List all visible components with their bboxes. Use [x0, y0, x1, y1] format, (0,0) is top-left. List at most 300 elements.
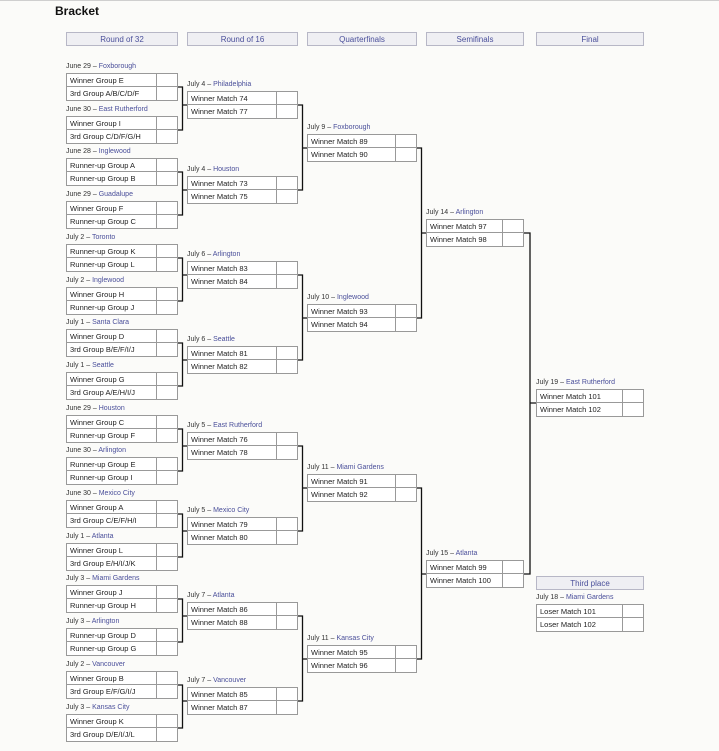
match-venue: East Rutherford: [565, 379, 616, 386]
match-venue: Vancouver: [92, 661, 126, 668]
match-venue: Inglewood: [336, 294, 369, 301]
match-date: July 9: [307, 124, 326, 131]
team-row[interactable]: [307, 645, 417, 659]
team-row[interactable]: [66, 116, 178, 130]
team-row[interactable]: [66, 543, 178, 557]
team-row[interactable]: [66, 258, 178, 272]
team-name: Loser Match 101: [540, 607, 596, 616]
team-row[interactable]: [66, 73, 178, 87]
score-box[interactable]: [276, 347, 297, 360]
match-header: [66, 701, 178, 714]
team-row[interactable]: [426, 560, 524, 574]
match-date: July 18: [536, 594, 559, 601]
date-venue-separator: –: [558, 379, 566, 386]
score-box[interactable]: [276, 446, 297, 459]
score-box[interactable]: [156, 87, 177, 100]
match-header: [66, 103, 178, 116]
team-row[interactable]: [66, 87, 178, 101]
match-date: July 1: [66, 319, 85, 326]
team-row[interactable]: [187, 602, 298, 616]
match-venue: Atlanta: [212, 592, 235, 599]
score-box[interactable]: [276, 105, 297, 118]
team-row[interactable]: [426, 219, 524, 233]
round-header-final: Final: [536, 32, 644, 46]
match-date: June 28: [66, 148, 91, 155]
team-name: Winner Group A: [70, 503, 124, 512]
match-date: July 11: [307, 464, 329, 471]
score-box[interactable]: [276, 518, 297, 531]
team-row[interactable]: [66, 372, 178, 386]
score-box[interactable]: [276, 688, 297, 701]
team-name: Winner Group I: [70, 119, 121, 128]
team-row[interactable]: [66, 244, 178, 258]
team-row[interactable]: [187, 91, 298, 105]
round-header-r32: Round of 32: [66, 32, 178, 46]
team-row[interactable]: [66, 386, 178, 400]
team-name: Winner Match 89: [311, 137, 368, 146]
score-box[interactable]: [276, 603, 297, 616]
match-date: June 29: [66, 405, 91, 412]
r32-match-7[interactable]: [66, 316, 178, 357]
bracket-connector: [178, 514, 187, 557]
third-place-match[interactable]: [536, 591, 644, 632]
team-name: 3rd Group C/D/F/G/H: [70, 132, 141, 141]
date-venue-separator: –: [84, 704, 93, 711]
score-box[interactable]: [622, 605, 643, 618]
score-box[interactable]: [156, 599, 177, 612]
date-venue-separator: –: [328, 464, 337, 471]
team-row[interactable]: [307, 488, 417, 502]
team-row[interactable]: [187, 261, 298, 275]
match-header: [66, 572, 178, 585]
score-box[interactable]: [156, 130, 177, 143]
match-header: [187, 78, 298, 91]
match-header: [66, 402, 178, 415]
score-box[interactable]: [156, 471, 177, 484]
bracket-connector: [178, 599, 187, 642]
score-box[interactable]: [156, 629, 177, 642]
team-row[interactable]: [187, 616, 298, 630]
r16-match-2[interactable]: [187, 163, 298, 204]
match-date: June 29: [66, 63, 91, 70]
match-header: [307, 291, 417, 304]
date-venue-separator: –: [84, 319, 93, 326]
team-name: Winner Group D: [70, 332, 125, 341]
team-row[interactable]: [66, 599, 178, 613]
team-name: 3rd Group B/E/F/I/J: [70, 345, 135, 354]
team-name: Runner-up Group D: [70, 631, 136, 640]
score-box[interactable]: [156, 288, 177, 301]
score-box[interactable]: [395, 318, 416, 331]
match-date: July 5: [187, 422, 206, 429]
match-date: July 3: [66, 575, 85, 582]
team-name: Winner Match 94: [311, 320, 368, 329]
match-header: [187, 674, 298, 687]
date-venue-separator: –: [84, 362, 93, 369]
match-venue: Miami Gardens: [336, 464, 384, 471]
match-date: July 15: [426, 550, 449, 557]
r32-match-13[interactable]: [66, 572, 178, 613]
team-name: Winner Group E: [70, 76, 124, 85]
match-header: [66, 188, 178, 201]
match-venue: Philadelphia: [213, 81, 252, 88]
team-row[interactable]: [187, 531, 298, 545]
team-row[interactable]: [536, 618, 644, 632]
match-venue: Atlanta: [91, 533, 114, 540]
team-name: Winner Match 95: [311, 648, 368, 657]
score-box[interactable]: [156, 672, 177, 685]
r16-match-1[interactable]: [187, 78, 298, 119]
bracket-connector: [178, 87, 187, 130]
match-date: July 7: [187, 592, 206, 599]
team-row[interactable]: [187, 701, 298, 715]
team-name: Runner-up Group H: [70, 601, 136, 610]
score-box[interactable]: [395, 135, 416, 148]
third-place-header: Third place: [536, 576, 644, 590]
date-venue-separator: –: [448, 550, 456, 557]
match-venue: Arlington: [455, 209, 484, 216]
team-name: Winner Match 81: [191, 349, 248, 358]
score-box[interactable]: [276, 92, 297, 105]
match-header: [66, 658, 178, 671]
score-box[interactable]: [156, 557, 177, 570]
match-venue: Miami Gardens: [565, 594, 614, 601]
match-header: [66, 530, 178, 543]
team-row[interactable]: [187, 687, 298, 701]
qf-match-2[interactable]: [307, 291, 417, 332]
score-box[interactable]: [502, 574, 523, 587]
team-name: Winner Match 87: [191, 703, 248, 712]
date-venue-separator: –: [84, 575, 93, 582]
team-row[interactable]: [187, 275, 298, 289]
team-row[interactable]: [66, 642, 178, 656]
sf-match-2[interactable]: [426, 547, 524, 588]
date-venue-separator: –: [205, 677, 214, 684]
team-name: Winner Match 96: [311, 661, 368, 670]
score-box[interactable]: [395, 488, 416, 501]
score-box[interactable]: [156, 715, 177, 728]
match-date: July 6: [187, 336, 206, 343]
r16-match-7[interactable]: [187, 589, 298, 630]
r32-match-3[interactable]: [66, 145, 178, 186]
date-venue-separator: –: [205, 507, 214, 514]
team-name: 3rd Group E/H/I/J/K: [70, 559, 136, 568]
match-venue: Arlington: [98, 447, 126, 454]
team-name: Runner-up Group J: [70, 303, 135, 312]
date-venue-separator: –: [84, 618, 92, 625]
match-date: July 2: [66, 277, 85, 284]
team-row[interactable]: [66, 714, 178, 728]
team-name: Runner-up Group L: [70, 260, 135, 269]
team-row[interactable]: [307, 304, 417, 318]
team-name: Runner-up Group I: [70, 473, 133, 482]
r32-match-4[interactable]: [66, 188, 178, 229]
date-venue-separator: –: [84, 234, 92, 241]
match-venue: Miami Gardens: [92, 575, 140, 582]
team-row[interactable]: [536, 389, 644, 403]
match-date: July 6: [187, 251, 206, 258]
r16-match-8[interactable]: [187, 674, 298, 715]
score-box[interactable]: [276, 701, 297, 714]
team-row[interactable]: [66, 457, 178, 471]
match-date: July 3: [66, 704, 85, 711]
score-box[interactable]: [156, 685, 177, 698]
match-date: July 4: [187, 166, 206, 173]
r16-match-4[interactable]: [187, 333, 298, 374]
team-row[interactable]: [187, 517, 298, 531]
team-row[interactable]: [66, 201, 178, 215]
team-name: Winner Match 91: [311, 477, 368, 486]
team-name: Winner Group L: [70, 546, 123, 555]
team-row[interactable]: [66, 158, 178, 172]
r16-match-6[interactable]: [187, 504, 298, 545]
date-venue-separator: –: [205, 336, 214, 343]
sf-match-1[interactable]: [426, 206, 524, 247]
qf-match-1[interactable]: [307, 121, 417, 162]
team-name: 3rd Group E/F/G/I/J: [70, 687, 136, 696]
team-name: Winner Match 101: [540, 392, 601, 401]
score-box[interactable]: [156, 728, 177, 741]
r32-match-1[interactable]: [66, 60, 178, 101]
r32-match-14[interactable]: [66, 615, 178, 656]
score-box[interactable]: [156, 172, 177, 185]
team-row[interactable]: [307, 318, 417, 332]
team-row[interactable]: [66, 215, 178, 229]
match-header: [187, 504, 298, 517]
team-row[interactable]: [66, 585, 178, 599]
score-box[interactable]: [156, 373, 177, 386]
score-box[interactable]: [156, 330, 177, 343]
score-box[interactable]: [622, 403, 643, 416]
score-box[interactable]: [502, 220, 523, 233]
team-row[interactable]: [307, 134, 417, 148]
team-row[interactable]: [66, 728, 178, 742]
team-name: Winner Group B: [70, 674, 124, 683]
bracket-connector: [417, 148, 426, 318]
match-date: July 5: [187, 507, 206, 514]
team-row[interactable]: [426, 574, 524, 588]
team-name: Winner Match 102: [540, 405, 601, 414]
match-venue: Kansas City: [336, 635, 374, 642]
score-box[interactable]: [276, 531, 297, 544]
score-box[interactable]: [395, 148, 416, 161]
match-header: [66, 274, 178, 287]
team-row[interactable]: [187, 105, 298, 119]
match-date: July 3: [66, 618, 85, 625]
team-name: Winner Match 97: [430, 222, 487, 231]
score-box[interactable]: [156, 544, 177, 557]
bracket-connector: [524, 233, 536, 574]
team-name: Winner Group H: [70, 290, 125, 299]
score-box[interactable]: [156, 245, 177, 258]
team-name: Winner Group F: [70, 204, 124, 213]
match-header: [66, 487, 178, 500]
team-row[interactable]: [66, 471, 178, 485]
date-venue-separator: –: [90, 148, 99, 155]
team-name: Winner Match 74: [191, 94, 248, 103]
score-box[interactable]: [276, 275, 297, 288]
match-venue: Vancouver: [213, 677, 247, 684]
r32-match-11[interactable]: [66, 487, 178, 528]
score-box[interactable]: [276, 616, 297, 629]
match-venue: Mexico City: [213, 507, 250, 514]
date-venue-separator: –: [205, 81, 214, 88]
team-row[interactable]: [187, 360, 298, 374]
team-name: 3rd Group D/E/I/J/L: [70, 730, 135, 739]
match-date: July 2: [66, 661, 85, 668]
team-row[interactable]: [66, 130, 178, 144]
score-box[interactable]: [622, 390, 643, 403]
team-row[interactable]: [66, 500, 178, 514]
match-venue: Inglewood: [92, 277, 125, 284]
score-box[interactable]: [276, 433, 297, 446]
team-row[interactable]: [536, 604, 644, 618]
qf-match-3[interactable]: [307, 461, 417, 502]
match-header: [536, 591, 644, 604]
score-box[interactable]: [156, 501, 177, 514]
bracket-connector: [417, 488, 426, 659]
qf-match-4[interactable]: [307, 632, 417, 673]
match-header: [66, 615, 178, 628]
match-venue: Houston: [213, 166, 240, 173]
final-match[interactable]: [536, 376, 644, 417]
team-name: Winner Group J: [70, 588, 123, 597]
team-name: 3rd Group C/E/F/H/I: [70, 516, 137, 525]
match-header: [187, 163, 298, 176]
score-box[interactable]: [156, 258, 177, 271]
team-row[interactable]: [307, 659, 417, 673]
date-venue-separator: –: [328, 635, 337, 642]
team-name: Winner Match 80: [191, 533, 248, 542]
team-row[interactable]: [66, 685, 178, 699]
score-box[interactable]: [156, 429, 177, 442]
score-box[interactable]: [276, 360, 297, 373]
team-row[interactable]: [187, 190, 298, 204]
score-box[interactable]: [156, 343, 177, 356]
date-venue-separator: –: [205, 422, 214, 429]
r32-match-8[interactable]: [66, 359, 178, 400]
match-date: July 19: [536, 379, 559, 386]
score-box[interactable]: [156, 159, 177, 172]
score-box[interactable]: [156, 74, 177, 87]
team-name: Winner Match 84: [191, 277, 248, 286]
score-box[interactable]: [156, 642, 177, 655]
score-box[interactable]: [276, 262, 297, 275]
match-venue: Toronto: [91, 234, 116, 241]
team-name: Winner Group K: [70, 717, 124, 726]
team-row[interactable]: [187, 346, 298, 360]
score-box[interactable]: [395, 305, 416, 318]
team-name: Winner Group G: [70, 375, 125, 384]
date-venue-separator: –: [325, 124, 334, 131]
date-venue-separator: –: [90, 405, 99, 412]
match-venue: Houston: [98, 405, 125, 412]
match-header: [187, 333, 298, 346]
score-box[interactable]: [156, 215, 177, 228]
date-venue-separator: –: [84, 661, 93, 668]
score-box[interactable]: [156, 416, 177, 429]
team-row[interactable]: [66, 301, 178, 315]
team-row[interactable]: [66, 429, 178, 443]
team-name: Winner Group C: [70, 418, 125, 427]
score-box[interactable]: [156, 386, 177, 399]
team-row[interactable]: [187, 432, 298, 446]
team-name: Winner Match 99: [430, 563, 487, 572]
date-venue-separator: –: [90, 447, 99, 454]
team-row[interactable]: [187, 446, 298, 460]
score-box[interactable]: [502, 561, 523, 574]
date-venue-separator: –: [90, 63, 99, 70]
team-row[interactable]: [426, 233, 524, 247]
score-box[interactable]: [622, 618, 643, 631]
team-row[interactable]: [66, 172, 178, 186]
score-box[interactable]: [156, 301, 177, 314]
score-box[interactable]: [156, 586, 177, 599]
match-venue: Arlington: [212, 251, 241, 258]
r32-match-9[interactable]: [66, 402, 178, 443]
match-header: [66, 231, 178, 244]
score-box[interactable]: [156, 514, 177, 527]
team-name: Winner Match 85: [191, 690, 248, 699]
score-box[interactable]: [395, 659, 416, 672]
match-header: [66, 145, 178, 158]
match-date: July 11: [307, 635, 329, 642]
score-box[interactable]: [395, 475, 416, 488]
score-box[interactable]: [156, 202, 177, 215]
r16-match-3[interactable]: [187, 248, 298, 289]
match-date: June 30: [66, 106, 91, 113]
date-venue-separator: –: [205, 166, 214, 173]
r32-match-15[interactable]: [66, 658, 178, 699]
team-row[interactable]: [307, 474, 417, 488]
date-venue-separator: –: [84, 533, 92, 540]
team-row[interactable]: [307, 148, 417, 162]
match-header: [66, 60, 178, 73]
team-row[interactable]: [66, 287, 178, 301]
match-date: July 4: [187, 81, 206, 88]
score-box[interactable]: [156, 458, 177, 471]
r32-match-6[interactable]: [66, 274, 178, 315]
date-venue-separator: –: [448, 209, 456, 216]
team-row[interactable]: [66, 671, 178, 685]
score-box[interactable]: [276, 190, 297, 203]
team-row[interactable]: [66, 343, 178, 357]
team-row[interactable]: [536, 403, 644, 417]
team-row[interactable]: [66, 415, 178, 429]
r32-match-5[interactable]: [66, 231, 178, 272]
team-name: Winner Match 78: [191, 448, 248, 457]
team-row[interactable]: [187, 176, 298, 190]
r32-match-16[interactable]: [66, 701, 178, 742]
score-box[interactable]: [156, 117, 177, 130]
score-box[interactable]: [502, 233, 523, 246]
team-row[interactable]: [66, 628, 178, 642]
r16-match-5[interactable]: [187, 419, 298, 460]
team-row[interactable]: [66, 329, 178, 343]
match-venue: Foxborough: [333, 124, 371, 131]
r32-match-10[interactable]: [66, 444, 178, 485]
r32-match-12[interactable]: [66, 530, 178, 571]
team-name: Runner-up Group G: [70, 644, 137, 653]
score-box[interactable]: [276, 177, 297, 190]
bracket-connector: [178, 685, 187, 728]
score-box[interactable]: [395, 646, 416, 659]
match-date: July 1: [66, 533, 85, 540]
team-row[interactable]: [66, 557, 178, 571]
date-venue-separator: –: [90, 191, 99, 198]
r32-match-2[interactable]: [66, 103, 178, 144]
team-row[interactable]: [66, 514, 178, 528]
